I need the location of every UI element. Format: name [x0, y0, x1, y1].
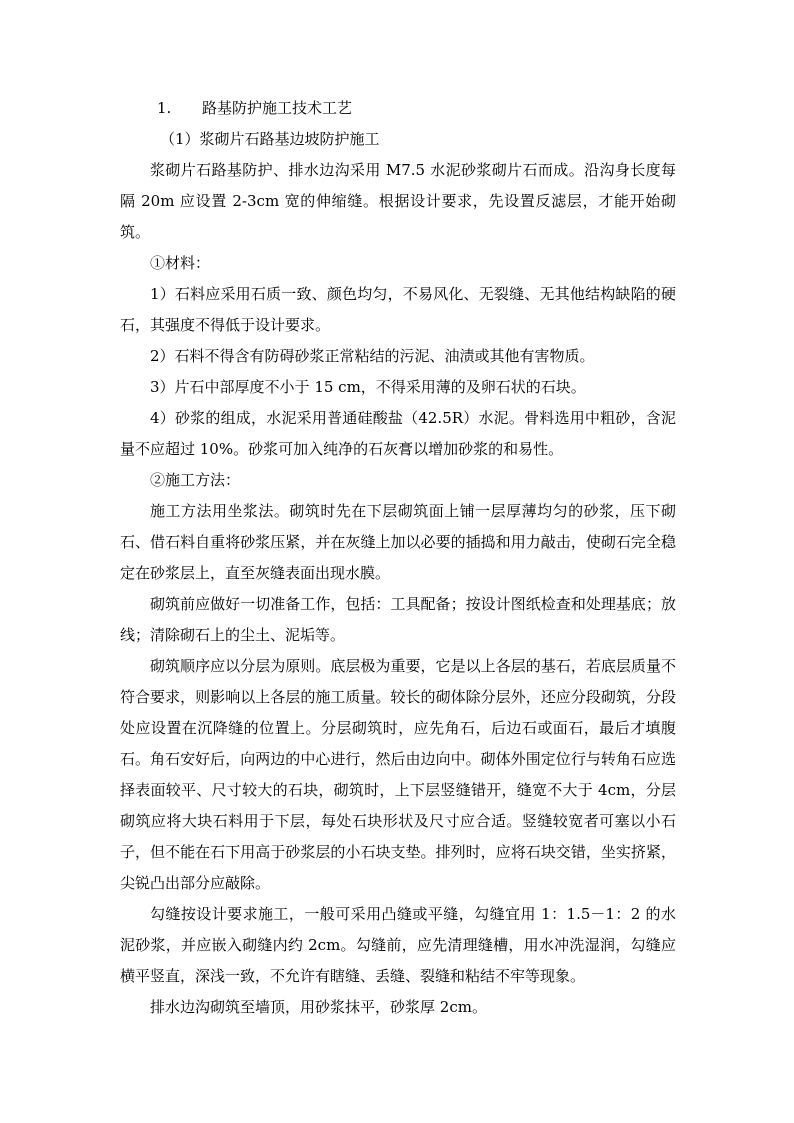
method-paragraph-5: 排水边沟砌筑至墙顶，用砂浆抹平，砂浆厚 2cm。 [150, 998, 487, 1016]
materials-heading: ①材料： [150, 254, 211, 272]
section-heading [120, 93, 676, 124]
document-body [120, 93, 676, 1023]
material-item-2: 2）石料不得含有防碍砂浆正常粘结的污泥、油渍或其他有害物质。 [150, 347, 595, 365]
section-number: 1. [157, 99, 172, 117]
method-paragraph-2: 砌筑前应做好一切准备工作，包括：工具配备；按设计图纸检查和处理基底；放线；清除砌石上的尘土、泥垢等。 [120, 595, 676, 644]
section-title: 路基防护施工技术工艺 [202, 99, 353, 117]
material-item-1: 1）石料应采用石质一致、颜色均匀，不易风化、无裂缝、无其他结构缺陷的硬石，其强度不得低于设计要求。 [120, 285, 676, 334]
method-heading: ②施工方法： [150, 471, 241, 489]
method-paragraph-3: 砌筑顺序应以分层为原则。底层极为重要，它是以上各层的基石，若底层质量不符合要求，则影响以上各层的施工质量。较长的砌体除分层外，还应分段砌筑，分段处应设置在沉降缝的位置上。分层砌筑时，应先角石，后边石或面石，最后才填腹石。角石安好后，向两边的中心进行，然后由边向中。砌体外围定位行与转角石应选择表面较平、尺寸较大的石块，砌筑时，上下层竖缝错开，缝宽不大于 4cm，分层砌筑应将大块石料用于下层，每处石块形状及尺寸应合适。竖缝较宽者可塞以小石子，但不能在石下用高于砂浆层的小石块支垫。排列时，应将石块交错，坐实挤紧，尖锐凸出部分应敲除。 [120, 657, 676, 892]
method-paragraph-4: 勾缝按设计要求施工，一般可采用凸缝或平缝，勾缝宜用 1：1.5－1：2 的水泥砂浆，并应嵌入砌缝内约 2cm。勾缝前，应先清理缝槽，用水冲洗湿润，勾缝应横平竖直，深浅一致，不允许有瞎缝、丢缝、裂缝和粘结不牢等现象。 [120, 905, 676, 985]
material-item-4: 4）砂浆的组成，水泥采用普通硅酸盐（42.5R）水泥。骨料选用中粗砂，含泥量不应超过 10%。砂浆可加入纯净的石灰膏以增加砂浆的和易性。 [120, 409, 676, 458]
method-paragraph-1: 施工方法用坐浆法。砌筑时先在下层砌筑面上铺一层厚薄均匀的砂浆，压下砌石、借石料自重将砂浆压紧，并在灰缝上加以必要的插捣和用力敲击，使砌石完全稳定在砂浆层上，直至灰缝表面出现水膜。 [120, 502, 676, 582]
intro-paragraph: 浆砌片石路基防护、排水边沟采用 M7.5 水泥砂浆砌片石而成。沿沟身长度每隔 20m 应设置 2-3cm 宽的伸缩缝。根据设计要求，先设置反滤层，才能开始砌筑。 [120, 161, 676, 241]
subsection-heading: （1）浆砌片石路基边坡防护施工 [160, 130, 380, 148]
material-item-3: 3）片石中部厚度不小于 15 cm，不得采用薄的及卵石状的石块。 [150, 378, 586, 396]
